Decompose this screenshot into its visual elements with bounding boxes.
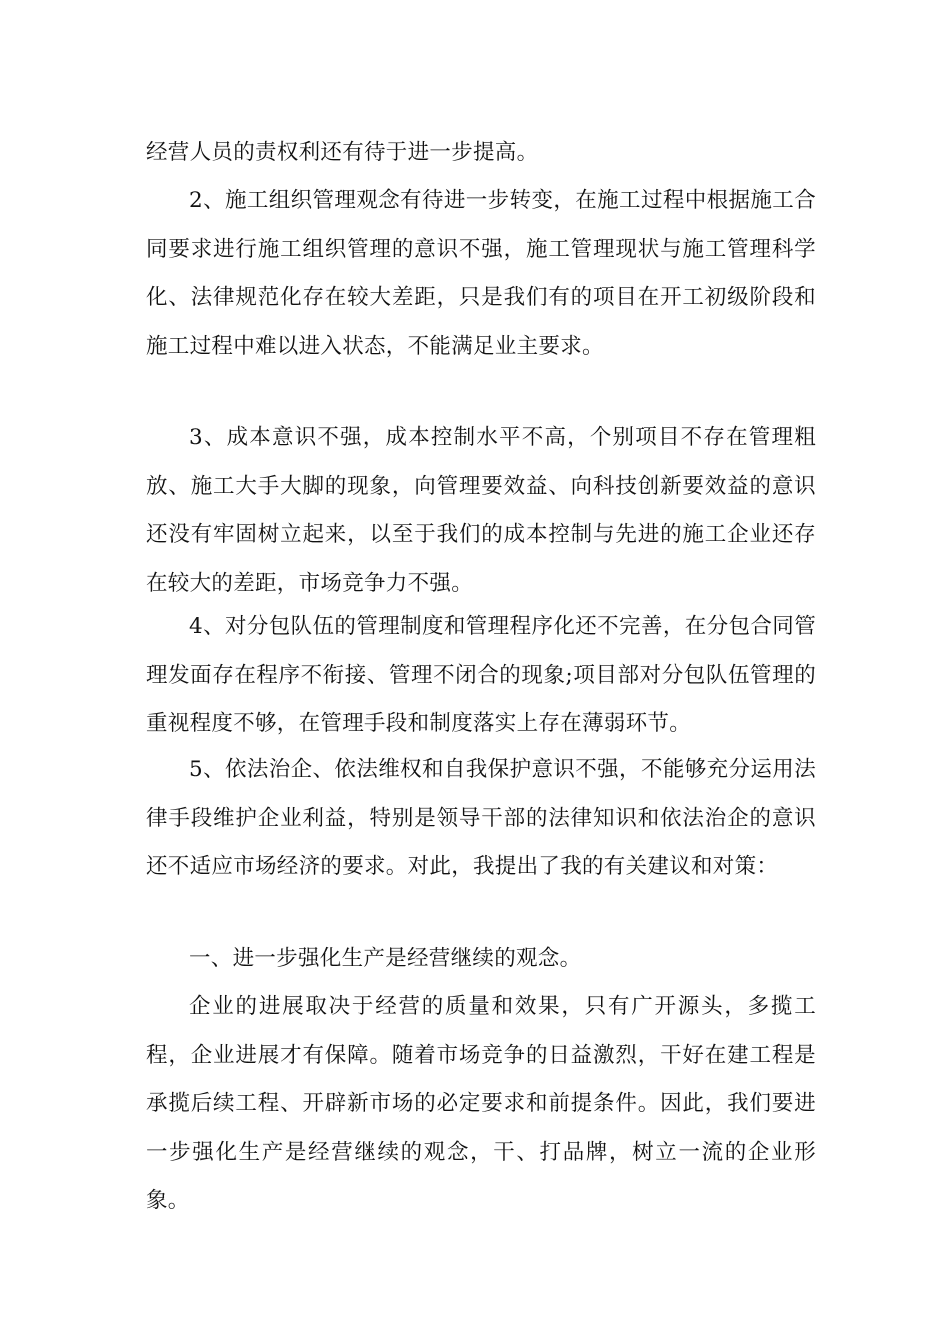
paragraph-continuation: 经营人员的责权利还有待于进一步提高。 — [146, 140, 539, 165]
paragraph-section-1-body: 企业的进展取决于经营的质量和效果，只有广开源头，多揽工程，企业进展才有保障。随着市场竞争的日益激烈，干好在建工程是承揽后续工程、开辟新市场的必定要求和前提条件。因此，我们要进一步强化生产是经营继续的观念，干、打品牌，树立一流的企业形象。 — [146, 994, 816, 1213]
paragraph-item-2: 2、施工组织管理观念有待进一步转变，在施工过程中根据施工合同要求进行施工组织管理的意识不强，施工管理现状与施工管理科学化、法律规范化存在较大差距，只是我们有的项目在开工初级阶段和施工过程中难以进入状态，不能满足业主要求。 — [146, 188, 816, 359]
paragraph-item-4: 4、对分包队伍的管理制度和管理程序化还不完善，在分包合同管理发面存在程序不衔接、管理不闭合的现象;项目部对分包队伍管理的重视程度不够，在管理手段和制度落实上存在薄弱环节。 — [146, 614, 816, 736]
section-heading-1: 一、进一步强化生产是经营继续的观念。 — [189, 946, 582, 971]
paragraph-item-3: 3、成本意识不强，成本控制水平不高，个别项目不存在管理粗放、施工大手大脚的现象，向管理要效益、向科技创新要效益的意识还没有牢固树立起来，以至于我们的成本控制与先进的施工企业还存在较大的差距，市场竞争力不强。 — [146, 425, 816, 596]
paragraph-item-5: 5、依法治企、依法维权和自我保护意识不强，不能够充分运用法律手段维护企业利益，特别是领导干部的法律知识和依法治企的意识还不适应市场经济的要求。对此，我提出了我的有关建议和对策： — [146, 757, 816, 879]
